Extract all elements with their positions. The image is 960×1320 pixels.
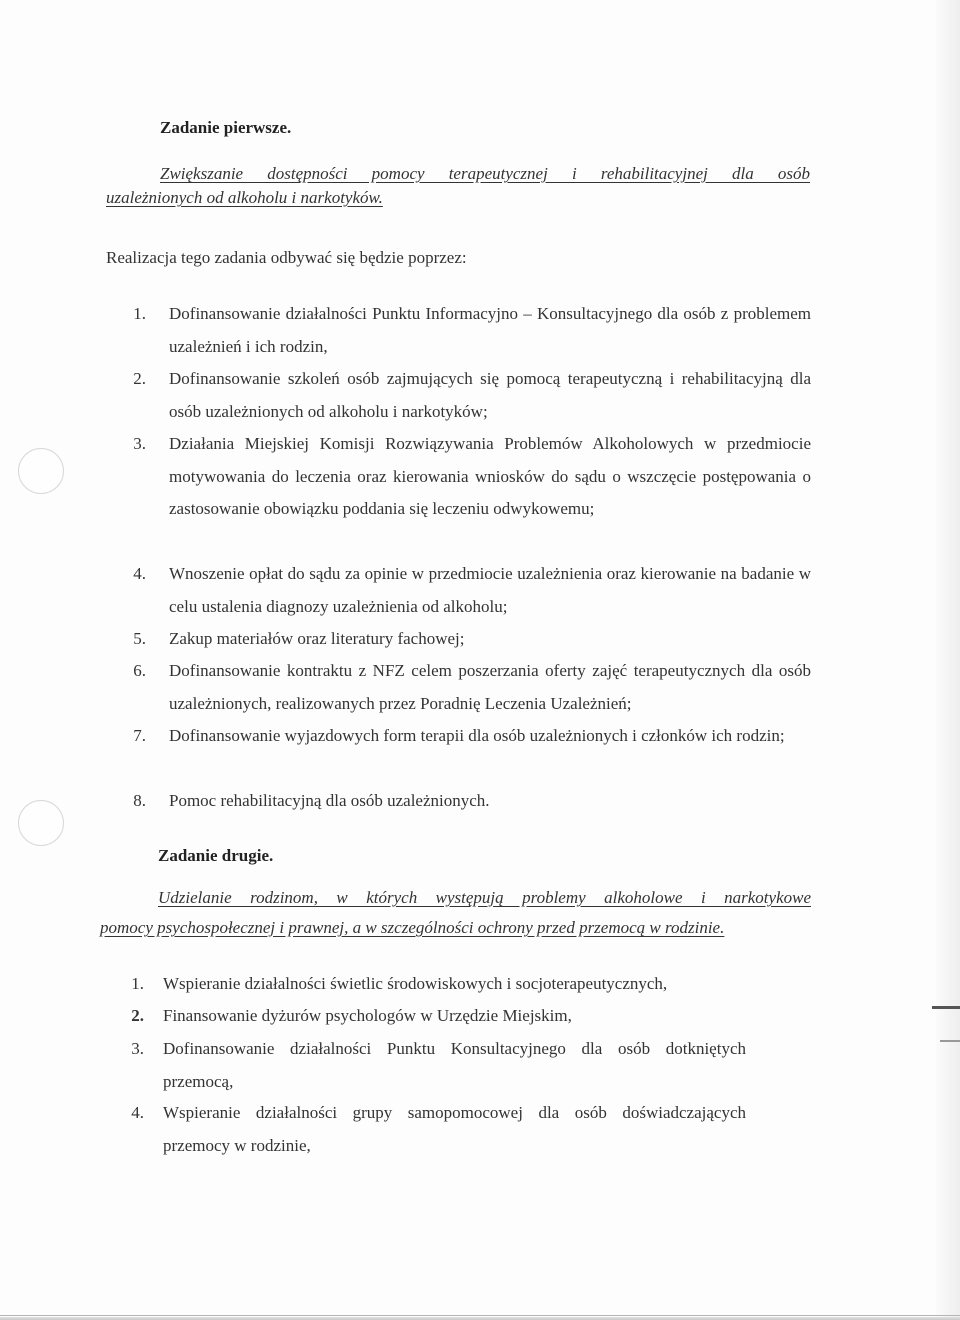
task2-subtitle-line1: Udzielanie rodzinom, w których występują problemy alkoholowe i narkotykowe	[158, 888, 811, 907]
task1-intro: Realizacja tego zadania odbywać się będzie poprzez:	[106, 248, 467, 267]
list-item-number: 4.	[133, 564, 146, 583]
list-item-number: 5.	[133, 629, 146, 648]
list-item-text: Dofinansowanie wyjazdowych form terapii dla osób uzależnionych i członków ich rodzin;	[169, 726, 785, 745]
list-item-number: 3.	[133, 434, 146, 453]
list-item-text: Finansowanie dyżurów psychologów w Urzędzie Miejskim,	[163, 1006, 572, 1025]
page-edge-shadow	[936, 0, 960, 1320]
list-item-number: 8.	[133, 791, 146, 810]
task1-subtitle	[106, 158, 810, 214]
list-item-text: Działania Miejskiej Komisji Rozwiązywania Problemów Alkoholowych w przedmiocie motywowania do leczenia oraz kierowania wniosków do sądu o wszczęcie postępowania o zastosowanie obowiązku poddania się leczeniu odwykowemu;	[169, 434, 811, 518]
list-item-text: Dofinansowanie działalności Punktu Informacyjno – Konsultacyjnego dla osób z problemem uzależnień i ich rodzin,	[169, 304, 811, 356]
list-item-number: 6.	[133, 661, 146, 680]
task1-subtitle-line2: uzależnionych od alkoholu i narkotyków.	[106, 188, 383, 207]
task2-subtitle	[100, 882, 811, 944]
scan-edge-mark	[940, 1040, 960, 1042]
list-item-number: 2.	[131, 1006, 144, 1025]
list-item-text: Dofinansowanie kontraktu z NFZ celem poszerzania oferty zajęć terapeutycznych dla osób uzależnionych, realizowanych przez Poradnię Leczenia Uzależnień;	[169, 661, 811, 713]
list-item-number: 2.	[133, 369, 146, 388]
task1-subtitle-line1: Zwiększanie dostępności pomocy terapeutycznej i rehabilitacyjnej dla osób	[160, 164, 810, 183]
scan-edge-mark	[932, 1006, 960, 1009]
list-item-number: 7.	[133, 726, 146, 745]
list-item-number: 1.	[133, 304, 146, 323]
list-item-text: Wspieranie działalności świetlic środowiskowych i socjoterapeutycznych,	[163, 974, 668, 993]
task1-heading: Zadanie pierwsze.	[160, 118, 292, 137]
list-item-number: 4.	[131, 1103, 144, 1122]
list-item-text: Dofinansowanie działalności Punktu Konsultacyjnego dla osób dotkniętych przemocą,	[163, 1039, 746, 1091]
page-bottom-edge	[0, 1315, 960, 1316]
list-item-text: Wnoszenie opłat do sądu za opinie w przedmiocie uzależnienia oraz kierowanie na badanie w celu ustalenia diagnozy uzależnienia od alkoholu;	[169, 564, 811, 616]
punch-hole	[18, 800, 64, 846]
list-item-number: 1.	[131, 974, 144, 993]
list-item-text: Pomoc rehabilitacyjną dla osób uzależnionych.	[169, 791, 490, 810]
punch-hole	[18, 448, 64, 494]
task2-heading: Zadanie drugie.	[158, 846, 274, 865]
list-item-text: Zakup materiałów oraz literatury fachowej;	[169, 629, 465, 648]
list-item-text: Dofinansowanie szkoleń osób zajmujących się pomocą terapeutyczną i rehabilitacyjną dla osób uzależnionych od alkoholu i narkotyków;	[169, 369, 811, 421]
list-item-number: 3.	[131, 1039, 144, 1058]
task2-subtitle-line2: pomocy psychospołecznej i prawnej, a w szczególności ochrony przed przemocą w rodzinie.	[100, 918, 725, 937]
list-item-text: Wspieranie działalności grupy samopomocowej dla osób doświadczających przemocy w rodzinie,	[163, 1103, 746, 1155]
